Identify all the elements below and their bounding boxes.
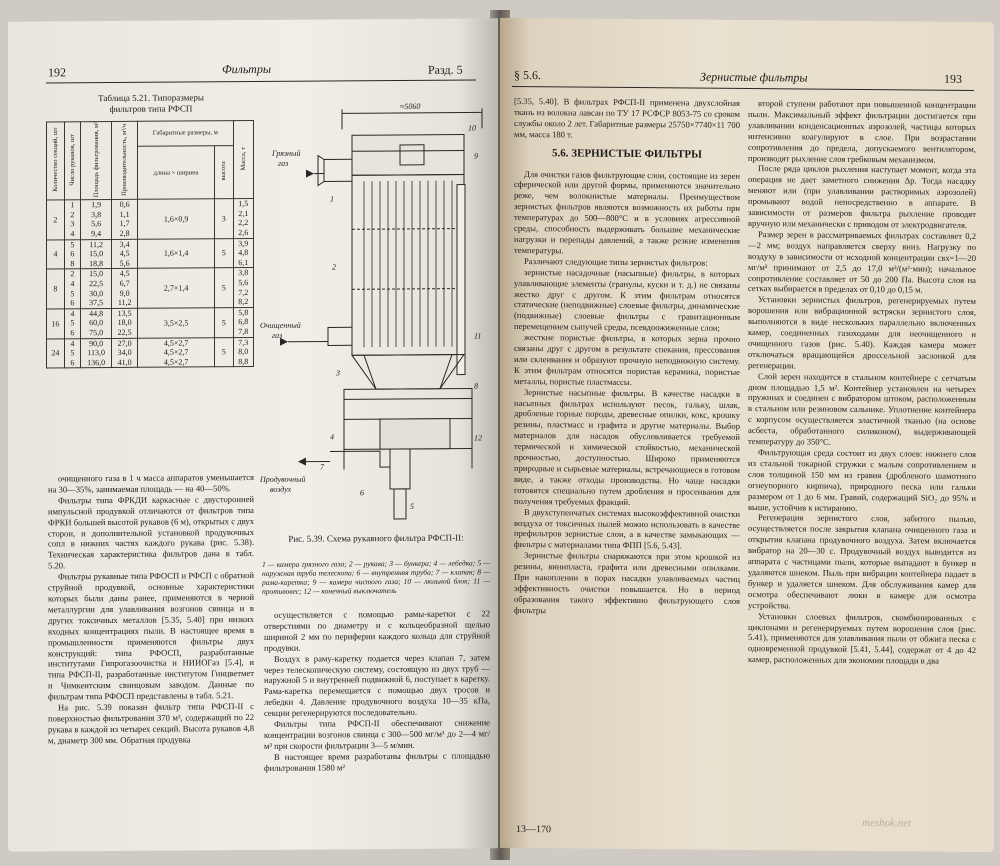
cell-height: 5 [215, 268, 234, 308]
cell-mass-value: 8,8 [238, 356, 249, 366]
cell-gas-value: 1,1 [119, 209, 130, 219]
cell-height: 5 [215, 337, 234, 367]
cell-sleeves-value: 5 [70, 348, 75, 358]
cell-area-value: 9,4 [91, 229, 102, 239]
left-col-left-paragraph: На рис. 5.39 показан фильтр типа РФСП-II с поверхностью фильтрования 370 м², содержащий по 22 рукава в каждой из четырех секций. Высота рукавов 4,8 м, диаметр 300 мм. Обратная продувка [48, 701, 254, 746]
figure-number-6: 6 [360, 488, 364, 498]
purge-air-label-1: Продувочный [260, 474, 306, 484]
cell-mass-value: 5,6 [238, 277, 249, 288]
cell-mass-value: 8,2 [238, 297, 249, 307]
cell-area-value: 15,0 [89, 249, 104, 259]
table-row [47, 268, 254, 309]
cell-area-value: 11,2 [89, 239, 103, 249]
cell-sleeves-value: 5 [70, 288, 75, 298]
cell-sleeves [64, 239, 80, 269]
cell-sleeves [64, 200, 80, 239]
cell-dims-value: 4,5×2,7 [163, 337, 189, 348]
cell-dims: 2,7×1,4 [138, 268, 215, 308]
cell-sleeves-value: 6 [70, 328, 75, 338]
clean-gas-label-2: газ [272, 330, 283, 340]
cell-area [80, 308, 111, 338]
right-col-left-paragraphs [514, 168, 740, 617]
dirty-gas-label-2: газ [278, 158, 289, 168]
cell-gas-value: 3,4 [119, 239, 130, 249]
figure-number-9: 9 [474, 151, 478, 161]
right-col-left-paragraph: Различают следующие типы зернистых фильтров: [524, 255, 708, 268]
figure-number-8: 8 [474, 381, 478, 391]
col-area-header: Площадь фильтрования, м² [92, 122, 100, 198]
cell-sleeves-value: 4 [70, 279, 75, 289]
col-dims-group-header: Габаритные размеры, м [138, 121, 233, 147]
cell-mass [233, 268, 253, 308]
left-col-left-paragraph: Фильтры рукавные типа РФОСП и РФСП с обратной струйной продувкой, основные характеристики которых были даны ранее, применяются в черной металлургии для улавливания возгонов свинца и в других токсичных металлов [5.35, 5.40] при низких входных концентрациях пыли. В настоящее время в промышленности применяются фильтры двух конструкций: типа РФОСП, разработанные институтами Гипрогазоочистка и НИИОГаз [5.4], и типа РФСП-II, разработанные институтом Гинцветмет и Чимкентским свинцовым заводом. Данные по фильтрам типа РФОСП представлены в табл. 5.21. [48, 570, 254, 702]
cell-gas [112, 308, 138, 338]
col-gas-header: Производительность, м³/ч [121, 123, 129, 196]
sizes-table [46, 120, 254, 369]
cell-area [80, 338, 111, 368]
left-col-right-paragraph: осуществляется с помощью рамы-каретки с 22 отверстиями по диаметру и с кольцеобразной щелью шириной 2 мм по периферии каждого кольца для струйной продувки. [264, 608, 490, 653]
cell-gas-value: 4,5 [119, 269, 130, 279]
cell-gas-value: 9,0 [119, 288, 130, 298]
cell-gas-value: 41,0 [117, 357, 132, 367]
table-row [47, 238, 254, 269]
cell-area-value: 113,0 [87, 348, 105, 358]
table-row [47, 337, 254, 368]
cell-mass-value: 1,5 [238, 199, 249, 209]
cell-mass [233, 337, 253, 367]
left-page-col-right [264, 608, 490, 844]
cell-area [80, 239, 111, 269]
cell-mass-value: 2,2 [238, 218, 249, 228]
cell-height: 5 [215, 238, 234, 268]
cell-area-value: 15,0 [89, 269, 104, 279]
cell-gas-value: 27,0 [117, 338, 132, 348]
cell-area [80, 269, 111, 309]
section-heading: 5.6. ЗЕРНИСТЫЕ ФИЛЬТРЫ [552, 146, 702, 161]
right-intro-paragraph: [5.35, 5.40]. В фильтрах РФСП-II применена двухслойная ткань из волокна лавсан по ТУ 17 РСФСР 8053-75 со сроком службы около 2 лет. Габаритные размеры 25750×7740×11 700 мм, масса 180 т. [514, 95, 740, 140]
right-col-left-paragraph: жесткие пористые фильтры, в которых зерна прочно связаны друг с другом в результате спекания, прессования или склеивания и образуют прочную неподвижную систему. К этим фильтрам относятся пористая керамика, пористые металлы, пористые пластмассы. [514, 332, 740, 387]
cell-gas-value: 18,0 [117, 318, 132, 328]
hopper [352, 355, 464, 390]
cell-sleeves-value: 2 [70, 269, 75, 279]
cell-mass [233, 307, 253, 337]
cell-area-value: 5,6 [91, 219, 102, 229]
figure-number-2: 2 [332, 262, 336, 272]
cell-mass-value: 5,8 [238, 307, 249, 317]
figure-number-11: 11 [474, 331, 482, 341]
filter-sleeves [364, 181, 452, 348]
cell-mass-value: 6,8 [238, 317, 249, 327]
cell-sleeves [64, 269, 80, 308]
right-col-left-paragraph: Для очистки газов фильтрующие слои, состоящие из зерен сферической или другой формы, применяются значительно реже, чем волокнистые материалы. Преимуществом зернистых фильтров являются возможность их работы при температурах до 500—800°С и в условиях агрессивной среды, способность выдерживать большие механические нагрузки и перепады давлений, а также резкие изменения температуры. [514, 168, 740, 256]
cell-area-value: 3,8 [91, 209, 102, 219]
clean-gas-label-1: Очищенный [260, 320, 301, 330]
table-title [56, 92, 246, 115]
figure-number-1: 1 [330, 194, 334, 204]
left-col-right-paragraph: Фильтры типа РФСП-II обеспечивают снижение концентрации возгонов свинца с 300—500 мг/м³ до 2—4 мг/м³ при скорости фильтрации 3—5 м/мин. [264, 717, 490, 751]
cell-gas-value: 0,6 [119, 200, 130, 210]
left-page [8, 18, 498, 851]
col-height-header: высота [220, 161, 228, 181]
cell-sleeves-value: 8 [70, 258, 75, 269]
right-col-right-paragraph: Регенерация зернистого слоя, забитого пылью, осуществляется после закрытия клапана очищенного газа и открытия клапана продувочного воздуха. Затем включается вибратор на 20—30 с. Продувочный воздух выводится из аппарата с частицами пыли, которые выпадают в бункер и удаляются шнеком. Пыль при вибрации контейнера падает в бункер и удаляется шнеком. Для обслуживания камер для осмотра обеспечивают люки в камере для осмотра устройства. [748, 512, 976, 611]
filter-diagram [260, 88, 492, 530]
purge-air-pipe [330, 451, 390, 467]
cell-area-value: 90,0 [89, 338, 104, 348]
cell-dims: 1,6×0,9 [138, 199, 215, 239]
dirty-gas-inlet [324, 159, 352, 181]
cell-mass-value: 2,1 [238, 208, 249, 218]
right-col-right-paragraph: Фильтрующая среда состоит из двух слоев: нижнего слоя из стальной токарной стружки с малым сопротивлением и слоя толщиной 150 мм из гравия (дробленого шамотного огнеупорного кирпича), природного песка или гальки размером от 1 до 6 мм. Гравий, содержащий SiO₂ до 95% и выше, устойчив к истиранию. [748, 447, 976, 513]
cell-sections: 2 [47, 200, 65, 239]
table-row [47, 199, 254, 240]
cell-gas-value: 2,8 [119, 228, 130, 238]
col-sections-header: Количество секций, шт [51, 127, 59, 193]
right-col-right-paragraph: Установки зернистых фильтров, регенерируемых путем ворошения или вибрационной встряски зернистого слоя, выполняются в виде нескольких параллельно включенных камер, соединенных газоходами для неочищенного и очищенного газов (рис. 5.40). Каждая камера может отключаться вращающейся дроссельной заслонкой для регенерации. [748, 294, 976, 371]
cell-sleeves-value: 5 [70, 318, 75, 328]
right-header-rule [512, 86, 974, 91]
figure-number-5: 5 [410, 501, 414, 511]
cell-sleeves-value: 3 [70, 219, 75, 229]
cell-sleeves-value: 2 [70, 210, 75, 220]
sleeve-housing [352, 175, 464, 356]
purge-air-label-2: воздух [270, 484, 292, 494]
right-header-title: Зернистые фильтры [700, 69, 808, 85]
cell-dims-value: 4,5×2,7 [163, 357, 189, 367]
cell-gas [112, 239, 138, 269]
cell-gas-value: 13,5 [117, 308, 132, 318]
right-col-right-paragraph: Размер зерен в рассматриваемых фильтрах составляет 0,2—2 мм; воздух направляется сверху вниз. Нагрузку по воздуху в зависимости от исходной концентрации cвх=1—20 мг/м³ принимают от 2,5 до 17,0 м³/(м²·мин); начальное сопротивление составляет от 50 до 200 Па. Высота слоя на сетках выбирается в пределах от 0,10 до 0,15 м. [748, 228, 976, 295]
cell-gas [112, 338, 138, 368]
right-page-col-right [748, 98, 976, 852]
watermark: meshok.net [862, 817, 912, 830]
cell-gas [112, 269, 138, 309]
left-col-left-paragraph: Фильтры типа ФРКДИ каркасные с двусторонней импульсной продувкой отличаются от фильтров типа ФРКИ большей высотой рукавов (6 м), открытых с двух сторон, и дополнительной установкой продувочных сопл в нижних частях каждого рукава (рис. 5.38). Техническая характеристика фильтров дана в табл. 5.20. [48, 493, 254, 571]
left-header-title: Фильтры [222, 61, 271, 77]
cell-sleeves-value: 6 [70, 249, 75, 259]
cell-mass [233, 199, 253, 239]
cell-gas-value: 11,2 [117, 297, 132, 308]
right-col-right-paragraph: После ряда циклов рыхления наступает момент, когда эта операция не дает заметного снижения Δp. Тогда насадку меняют или (при улавливании растворимых аэрозолей) промывают водой непосредственно в аппарате. В зависимости от размеров фильтра рыхление проводят вручную или механически с приводом от электродвигателя. [748, 163, 976, 230]
cell-area-value: 18,8 [89, 258, 104, 268]
cell-gas-value: 22,5 [117, 327, 132, 337]
cell-sleeves [64, 338, 80, 368]
cell-mass-value: 6,1 [238, 257, 249, 267]
cell-sleeves-value: 6 [70, 298, 75, 308]
cell-gas [112, 199, 138, 239]
cell-area-value: 75,0 [89, 327, 104, 338]
figure-number-10: 10 [468, 123, 476, 133]
right-section-ref: § 5.6. [514, 67, 541, 83]
telescope-pipe [457, 185, 465, 375]
dimension-line [342, 112, 482, 113]
col-sleeves-header: Число рукавов, шт [68, 134, 76, 186]
cell-dims [138, 337, 215, 367]
support-frame [344, 388, 472, 399]
clean-gas-chamber [352, 135, 464, 176]
cell-mass-value: 2,6 [238, 228, 249, 238]
cell-sections: 8 [47, 269, 65, 308]
cell-mass-value: 3,8 [238, 268, 249, 278]
col-mass-header: Масса, т [239, 146, 247, 171]
cell-gas-value: 4,5 [119, 249, 130, 259]
cell-sleeves-value: 5 [70, 239, 75, 249]
right-col-right-paragraph: Слой зерен находится в стальном контейнере с сетчатым дном площадью 1,5 м². Контейнер установлен на четырех пружинах и соединен с вибратором штоком, расположенным в стальном или резиновом сальнике. Уплотнение контейнера с корпусом осуществляется эластичной тканью (на основе асбеста, обработанного силиконом), выдерживающей температуру до 350°С. [748, 370, 976, 447]
signature-mark: 13—170 [516, 823, 551, 836]
cell-area-value: 37,5 [89, 298, 104, 308]
cell-sleeves-value: 6 [70, 357, 75, 367]
figure-number-4: 4 [330, 432, 334, 442]
cell-sleeves [64, 308, 80, 338]
cell-sleeves-value: 1 [70, 200, 75, 210]
left-header-section: Разд. 5 [428, 62, 463, 77]
cell-sleeves-value: 4 [70, 308, 75, 318]
left-page-col-left [48, 472, 254, 845]
right-page-col-left [514, 96, 740, 850]
cell-gas-value: 34,0 [117, 347, 132, 358]
cell-area-value: 22,5 [89, 278, 104, 289]
figure-caption: Рис. 5.39. Схема рукавного фильтра РФСП-II: [288, 532, 464, 544]
cell-area-value: 30,0 [89, 288, 104, 298]
cell-gas-value: 6,7 [119, 278, 130, 288]
cell-mass-value: 7,8 [238, 326, 249, 337]
table-row [47, 307, 254, 338]
right-col-left-paragraph: Зернистые насыпные фильтры. В качестве насадки в насыпных фильтрах используют песок, гальку, шлак, дробленые горные породы, древесные опилки, кокс, крошку резины, пластмасс и графита и другие материалы. Выбор материалов для насадок обусловливается требуемой термической и химической стойкостью, механической прочностью, доступностью. Широко применяются природные и сырьевые материалы, встречающиеся в готовом виде, а также отходы производства. Но чаще насадки готовятся специально путем дробления и просеивания для получения требуемых фракций. [514, 386, 740, 507]
cell-area-value: 44,8 [89, 308, 104, 318]
right-page [500, 18, 994, 852]
cell-sleeves-value: 4 [70, 338, 75, 348]
left-col-left-paragraph: очищенного газа в 1 ч масса аппаратов уменьшается на 30—35%, занимаемая площадь — на 40—50%. [48, 471, 254, 495]
clean-gas-outlet [328, 327, 352, 345]
cell-sections: 16 [47, 309, 65, 339]
figure-number-12: 12 [474, 433, 482, 443]
right-col-right-paragraph: Установки слоевых фильтров, скомбинированных с циклонами и регенерируемых путем ворошения слоя (рис. 5.41), применяются для улавливания пыли от обжига песка с одновременной продувкой [5.41, 5.44], содержат от 4 до 42 камер, расположенных для экономии площади в два [748, 610, 976, 666]
dirty-gas-label-1: Грязный [272, 148, 301, 158]
cell-area-value: 60,0 [89, 318, 104, 328]
right-col-left-paragraph: зернистые насадочные (насыпные) фильтры, в которых улавливающие элементы (гранулы, куски и т. д.) не связаны жестко друг с другом. К этим фильтрам относятся статические (неподвижные) слоевые фильтры, динамические (подвижные) слоевые фильтры с гравитационным перемещением сыпучей среды, псевдоожиженные слои; [514, 266, 740, 333]
cell-area-value: 136,0 [87, 357, 106, 367]
cell-dims-value: 4,5×2,7 [163, 347, 189, 357]
cell-area [80, 200, 111, 240]
cell-mass-value: 7,3 [238, 337, 249, 347]
left-header-rule [46, 79, 476, 83]
cell-gas-value: 5,6 [119, 258, 130, 268]
cell-sections: 4 [47, 239, 65, 269]
col-length-width-header: длина × ширина [138, 146, 215, 200]
left-col-right-paragraph: Воздух в раму-каретку подается через клапан 7, затем через телескопическую систему, состоящую из двух труб — наружной 5 и внутренней подвижной 6, поступает в каретку. Рама-каретка перемещается с помощью двух тросов и лебедки 4. Давление продувочного воздуха 10—35 кПа, секции регенерируются последовательно. [264, 651, 490, 719]
cell-area-value: 1,9 [91, 200, 102, 210]
right-col-right-paragraph: второй ступени работают при повышенной концентрации пыли. Максимальный эффект фильтрации достигается при улавливании конденсационных аэрозолей, частицы которых интенсивно коагулируют в слое. При возрастании сопротивления до предела, допускаемого вентилятором, производят рыхление слоя гребковым механизмом. [748, 98, 976, 165]
cell-height: 5 [215, 307, 234, 337]
dimension-label: ≈5060 [400, 101, 421, 111]
cell-mass [233, 238, 253, 268]
cell-mass-value: 4,8 [238, 248, 249, 258]
right-col-left-paragraph: Зернистые фильтры снаряжаются при этом крошкой из резины, винипласта, графита или древесными опилками. При накоплении в порах насадки улавливаемых частиц эффективность очистки повышается. Но в период образования такого эффективно фильтрующего слоя фильтры [514, 550, 740, 616]
cell-mass-value: 8,0 [238, 347, 249, 357]
cell-dims: 1,6×1,4 [138, 238, 215, 268]
table-title-line1: Таблица 5.21. Типоразмеры [98, 92, 204, 104]
table-title-line2: фильтров типа РФСП [109, 103, 193, 115]
cell-height: 3 [215, 199, 234, 239]
right-page-number: 193 [944, 71, 962, 86]
cell-sleeves-value: 4 [70, 229, 75, 239]
right-col-left-paragraph: В двухступенчатых системах высокоэффективной очистки воздуха от токсичных пылей можно использовать в качестве префильтров зернистые слои, а в качестве замыкающих — фильтры с материалами типа ФПП [5.6, 5.43]. [514, 506, 740, 551]
cell-mass-value: 7,2 [238, 287, 249, 297]
figure-number-3: 3 [336, 368, 340, 378]
cell-mass-value: 3,9 [238, 238, 249, 248]
cell-gas-value: 1,7 [119, 219, 130, 229]
cell-sections: 24 [47, 338, 65, 368]
left-page-number: 192 [48, 65, 66, 80]
figure-legend: 1 — камера грязного газа; 2 — рукава; 3 — бункера; 4 — лебедка; 5 — наружная труба телескопа; 6 — внутренняя труба; 7 — клапан; 8 — рама-каретка; 9 — камера чистого газа; 10 — люльной блок; 11 — противовес; 12 — конечный выключатель [262, 558, 490, 596]
left-col-right-paragraph: В настоящее время разработаны фильтры с площадью фильтрования 1580 м² [264, 750, 490, 773]
cell-dims: 3,5×2,5 [138, 307, 215, 337]
figure-number-7: 7 [320, 462, 324, 472]
